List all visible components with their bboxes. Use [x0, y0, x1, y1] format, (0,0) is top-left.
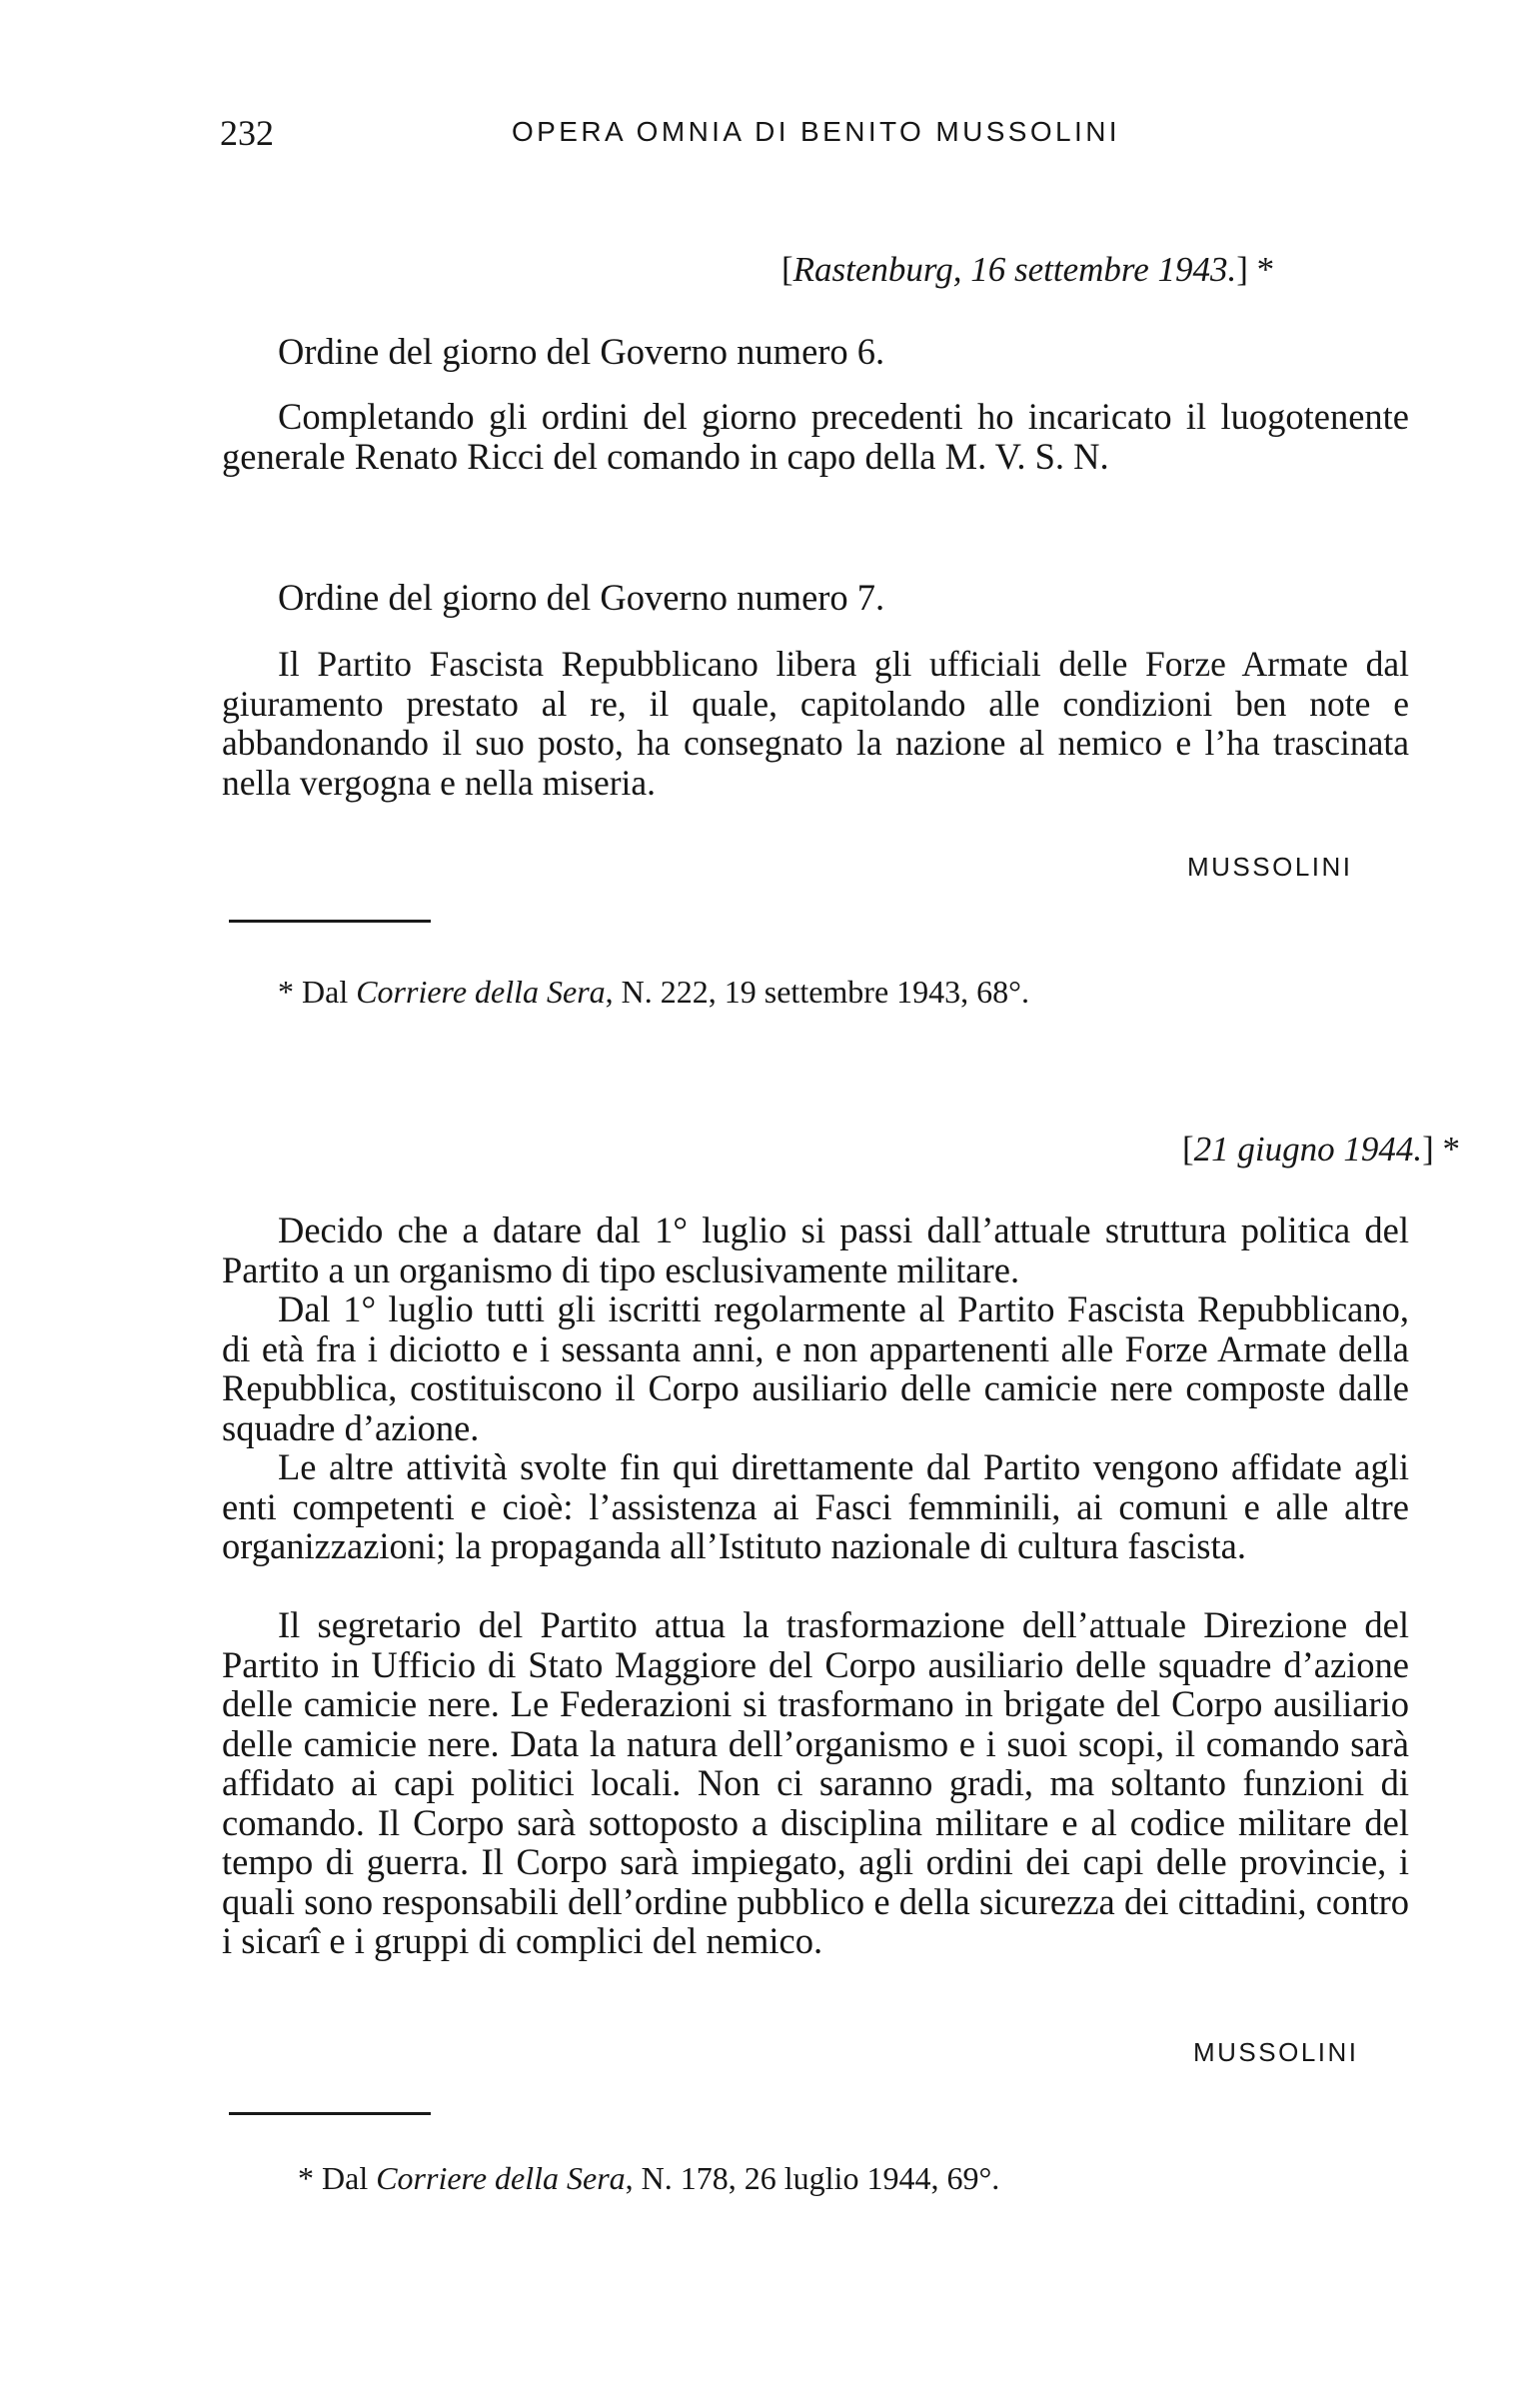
footnote-source: Corriere della Sera	[376, 2160, 626, 2196]
running-header	[220, 112, 1359, 162]
footnote-1944: * Dal Corriere della Sera, N. 178, 26 luglio 1944, 69°.	[298, 2160, 1000, 2196]
footnote-1943: * Dal Corriere della Sera, N. 222, 19 settembre 1943, 68°.	[278, 974, 1029, 1010]
footnote-source: Corriere della Sera	[356, 974, 606, 1010]
footnote-rule-1	[229, 920, 431, 923]
footnote-rule-2	[229, 2112, 431, 2115]
decree-paragraph-4: Il segretario del Partito attua la trasformazione dell’attuale Direzione del Partito in Ufficio di Stato Maggiore del Corpo ausiliario delle squadre d’azione delle camicie nere. Le Federazioni si trasformano in brigate del Corpo ausiliario delle camicie nere. Data la natura dell’organismo e i suoi scopi, il comando sarà affidato ai capi politici locali. Non ci saranno gradi, ma soltanto funzioni di comando. Il Corpo sarà sottoposto a disciplina militare e al codice militare del tempo di guerra. Il Corpo sarà impiegato, agli ordini dei capi delle provincie, i quali sono responsabili dell’ordine pubblico e della sicurezza dei cittadini, contro i sicarî e i gruppi di complici del nemico.	[222, 1604, 1409, 1961]
running-title: OPERA OMNIA DI BENITO MUSSOLINI	[512, 116, 1120, 147]
dateline-1944: [21 giugno 1944.] *	[1182, 1130, 1461, 1169]
order-7-text: Il Partito Fascista Repubblicano libera gli ufficiali delle Forze Armate dal giuramento prestato al re, il quale, capitolando alle condizioni ben note e abbandonando il suo posto, ha consegnato la nazione al nemico e l’ha trascinata nella vergogna e nella miseria.	[222, 644, 1409, 803]
decree-paragraph-1: Decido che a datare dal 1° luglio si passi dall’attuale struttura politica del Partito a un organismo di tipo esclusivamente militare.	[222, 1209, 1409, 1290]
signature-1944: MUSSOLINI	[1193, 2037, 1359, 2067]
decree-paragraph-3: Le altre attività svolte fin qui direttamente dal Partito vengono affidate agli enti competenti e cioè: l’assistenza ai Fasci femminili, ai comuni e alle altre organizzazioni; la propaganda all’Istituto nazionale di cultura fascista.	[222, 1446, 1409, 1566]
page-number: 232	[220, 113, 274, 153]
order-6-heading: Ordine del giorno del Governo numero 6.	[278, 331, 885, 372]
signature-1943: MUSSOLINI	[1187, 852, 1353, 882]
dateline-1943: [Rastenburg, 16 settembre 1943.] *	[781, 250, 1275, 289]
order-7-heading: Ordine del giorno del Governo numero 7.	[278, 577, 885, 618]
dateline-text: 21 giugno 1944.	[1193, 1130, 1423, 1169]
decree-paragraph-2: Dal 1° luglio tutti gli iscritti regolarmente al Partito Fascista Repubblicano, di età fra i diciotto e i sessanta anni, e non appartenenti alle Forze Armate della Repubblica, costituiscono il Corpo ausiliario delle camicie nere composte dalle squadre d’azione.	[222, 1288, 1409, 1448]
order-6-text: Completando gli ordini del giorno precedenti ho incaricato il luogotenente generale Renato Ricci del comando in capo della M. V. S. N.	[222, 396, 1409, 477]
dateline-text: Rastenburg, 16 settembre 1943.	[792, 250, 1237, 289]
